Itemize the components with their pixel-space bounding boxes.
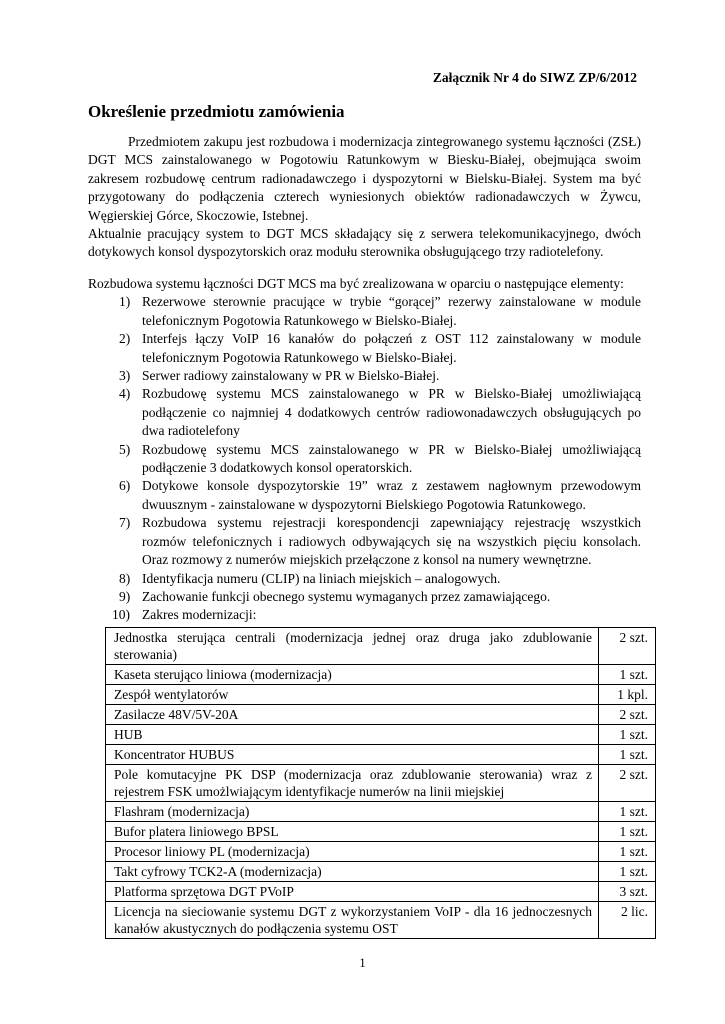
list-item-number: 10) (112, 607, 130, 623)
list-item-number: 2) (119, 331, 131, 347)
list-item (88, 367, 641, 385)
item-quantity: 3 szt. (599, 882, 656, 902)
page-number: 1 (359, 956, 366, 970)
list-item-text: Interfejs łączy VoIP 16 kanałów do połączeń z OST 112 zainstalowany w module telefonicznym Pogotowia Ratunkowego w Bielsko-Białej. (142, 331, 641, 365)
item-quantity: 2 szt. (599, 705, 656, 725)
list-item-number: 6) (119, 478, 131, 494)
list-item-text: Rozbudowę systemu MCS zainstalowanego w PR w Bielsko-Białej umożliwiającą podłączenie 3 dodatkowych konsol operatorskich. (142, 441, 641, 476)
item-description: Jednostka sterująca centrali (modernizacja jednej oraz druga jako zdublowanie sterowania) (106, 628, 599, 665)
list-item-text: Zakres modernizacji: (142, 607, 257, 623)
list-item (88, 330, 641, 367)
table-row (106, 685, 656, 705)
item-description: Licencja na sieciowanie systemu DGT z wykorzystaniem VoIP - dla 16 jednoczesnych kanałów akustycznych do podłączenia systemu OST (106, 902, 599, 939)
table-row (106, 802, 656, 822)
table-row (106, 628, 656, 665)
annex-reference: Załącznik Nr 4 do SIWZ ZP/6/2012 (432, 70, 637, 85)
item-description: Takt cyfrowy TCK2-A (modernizacja) (106, 862, 599, 882)
list-item-text: Rezerwowe sterownie pracujące w trybie “gorącej” rezerwy zainstalowane w module telefonicznym Pogotowia Ratunkowego w Bielsko-Białej. (142, 294, 641, 328)
item-description: Pole komutacyjne PK DSP (modernizacja oraz zdublowanie sterowania) wraz z rejestrem FSK umożlwiającym identyfikacje numerów na linii miejskiej (106, 765, 599, 802)
expansion-lead: Rozbudowa systemu łączności DGT MCS ma być zrealizowana w oparciu o następujące elementy: (88, 276, 624, 291)
list-item (88, 606, 641, 624)
item-description: Procesor liniowy PL (modernizacja) (106, 842, 599, 862)
list-item (88, 588, 641, 606)
item-quantity: 1 szt. (599, 842, 656, 862)
table-row (106, 902, 656, 939)
intro-paragraph-1: Przedmiotem zakupu jest rozbudowa i modernizacja zintegrowanego systemu łączności (ZSŁ) DGT MCS zainstalowanego w Pogotowiu Ratunkowym w Biesku-Białej, obejmująca swoim zakresem rozbudowę centrum radionadawczego i dyspozytorni w Bielsku-Białej. System ma być przygotowany do podłączenia czterech wyniesionych obiektów radionadawczych w Żywcu, Węgierskiej Górce, Skoczowie, Istebnej. (88, 134, 641, 223)
table-row (106, 745, 656, 765)
list-item-text: Rozbudowa systemu rejestracji korespondencji zapewniający rejestrację wszystkich rozmów telefonicznych i radiowych odbywających się na wszystkich pięciu konsolach. Oraz rozmowy z numerów miejskich przełączone z konsol na numery wewnętrzne. (142, 515, 641, 568)
list-item (88, 441, 641, 478)
modernization-table (105, 627, 656, 939)
list-item (88, 477, 641, 514)
list-item (88, 293, 641, 330)
list-item-text: Zachowanie funkcji obecnego systemu wymaganych przez zamawiającego. (142, 588, 551, 604)
item-description: HUB (106, 725, 599, 745)
item-quantity: 1 szt. (599, 745, 656, 765)
item-quantity: 1 szt. (599, 725, 656, 745)
item-description: Flashram (modernizacja) (106, 802, 599, 822)
list-item-number: 1) (119, 294, 131, 310)
item-description: Koncentrator HUBUS (106, 745, 599, 765)
list-item-number: 8) (119, 570, 131, 586)
item-description: Zasilacze 48V/5V-20A (106, 705, 599, 725)
table-row (106, 765, 656, 802)
item-quantity: 2 szt. (599, 628, 656, 665)
list-item-text: Rozbudowę systemu MCS zainstalowanego w PR w Bielsko-Białej umożliwiającą podłączenie co najmniej 4 dodatkowych centrów radiowonadawczych obsługujących po dwa radiotelefony (142, 386, 641, 439)
list-item-number: 7) (119, 515, 131, 531)
list-item-number: 4) (119, 386, 131, 402)
table-row (106, 862, 656, 882)
table-row (106, 842, 656, 862)
list-item-number: 9) (119, 588, 131, 604)
item-quantity: 1 kpl. (599, 685, 656, 705)
expansion-section (88, 275, 641, 625)
item-quantity: 2 szt. (599, 765, 656, 802)
list-item-text: Dotykowe konsole dyspozytorskie 19” wraz z zestawem nagłownym przewodowym dwuusznym - zainstalowane w dyspozytorni Bielskiego Pogotowia Ratunkowego. (142, 478, 641, 512)
table-row (106, 705, 656, 725)
list-item-number: 3) (119, 368, 131, 384)
table-row (106, 665, 656, 685)
item-quantity: 1 szt. (599, 862, 656, 882)
list-item (88, 570, 641, 588)
list-item-number: 5) (119, 441, 131, 457)
table-row (106, 882, 656, 902)
list-item-text: Serwer radiowy zainstalowany w PR w Bielsko-Białej. (142, 368, 440, 384)
item-description: Bufor platera liniowego BPSL (106, 822, 599, 842)
list-item (88, 514, 641, 569)
item-quantity: 1 szt. (599, 822, 656, 842)
page-title: Określenie przedmiotu zamówienia (88, 102, 345, 121)
item-quantity: 1 szt. (599, 665, 656, 685)
item-description: Zespół wentylatorów (106, 685, 599, 705)
table-row (106, 725, 656, 745)
table-row (106, 822, 656, 842)
item-quantity: 1 szt. (599, 802, 656, 822)
intro-paragraph-2: Aktualnie pracujący system to DGT MCS składający się z serwera telekomunikacyjnego, dwóch dotykowych konsol dyspozytorskich oraz modułu sterownika obsługującego trzy radiotelefony. (88, 226, 641, 260)
intro-section (88, 133, 641, 262)
item-description: Platforma sprzętowa DGT PVoIP (106, 882, 599, 902)
list-item-text: Identyfikacja numeru (CLIP) na liniach miejskich – analogowych. (142, 570, 501, 586)
item-description: Kaseta sterująco liniowa (modernizacja) (106, 665, 599, 685)
list-item (88, 385, 641, 440)
item-quantity: 2 lic. (599, 902, 656, 939)
expansion-list (88, 293, 641, 624)
